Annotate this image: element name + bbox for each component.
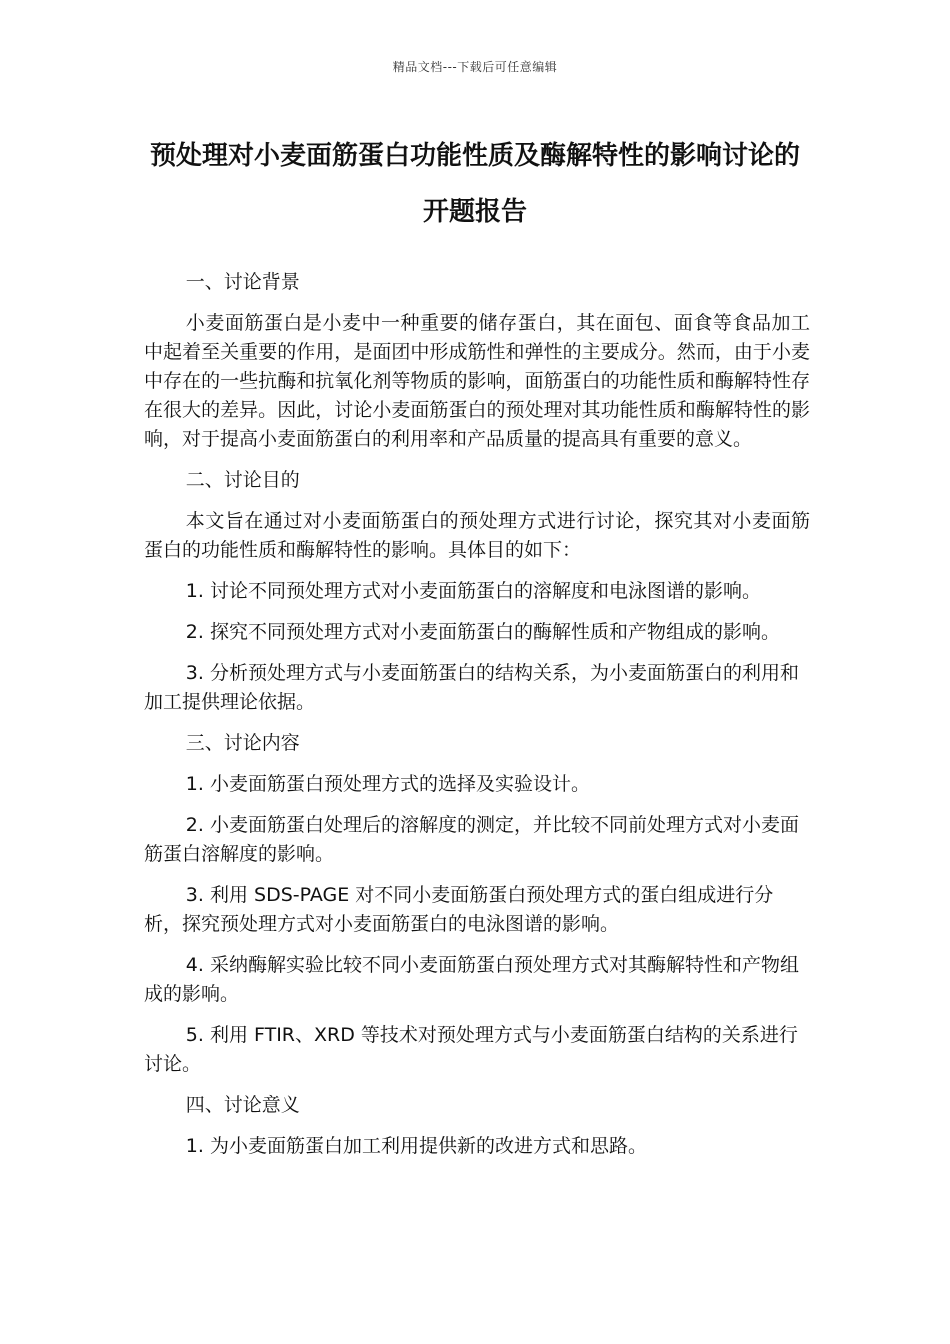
document-title: 预处理对小麦面筋蛋白功能性质及酶解特性的影响讨论的开题报告 [149,141,800,227]
section-heading-background: 一、讨论背景 [185,271,300,293]
purpose-item: 1. 讨论不同预处理方式对小麦面筋蛋白的溶解度和电泳图谱的影响。 [185,580,761,602]
content-item: 3. 利用 SDS-PAGE 对不同小麦面筋蛋白预处理方式的蛋白组成进行分析，探究预处理方式对小麦面筋蛋白的电泳图谱的影响。 [144,884,774,935]
document-body [144,268,810,1173]
section-heading-significance: 四、讨论意义 [185,1094,300,1116]
purpose-item: 2. 探究不同预处理方式对小麦面筋蛋白的酶解性质和产物组成的影响。 [185,621,780,643]
purpose-paragraph: 本文旨在通过对小麦面筋蛋白的预处理方式进行讨论，探究其对小麦面筋蛋白的功能性质和酶解特性的影响。具体目的如下： [144,510,810,561]
header-note: 精品文档---下载后可任意编辑 [392,60,558,74]
content-item: 2. 小麦面筋蛋白处理后的溶解度的测定，并比较不同前处理方式对小麦面筋蛋白溶解度的影响。 [144,814,799,865]
background-paragraph: 小麦面筋蛋白是小麦中一种重要的储存蛋白，其在面包、面食等食品加工中起着至关重要的作用，是面团中形成筋性和弹性的主要成分。然而，由于小麦中存在的一些抗酶和抗氧化剂等物质的影响，面筋蛋白的功能性质和酶解特性存在很大的差异。因此，讨论小麦面筋蛋白的预处理对其功能性质和酶解特性的影响，对于提高小麦面筋蛋白的利用率和产品质量的提高具有重要的意义。 [144,312,810,450]
significance-item: 1. 为小麦面筋蛋白加工利用提供新的改进方式和思路。 [185,1135,647,1157]
section-heading-content: 三、讨论内容 [185,732,300,754]
content-item: 4. 采纳酶解实验比较不同小麦面筋蛋白预处理方式对其酶解特性和产物组成的影响。 [144,954,799,1005]
content-item: 1. 小麦面筋蛋白预处理方式的选择及实验设计。 [185,773,590,795]
purpose-item: 3. 分析预处理方式与小麦面筋蛋白的结构关系，为小麦面筋蛋白的利用和加工提供理论依据。 [144,662,799,713]
content-item: 5. 利用 FTIR、XRD 等技术对预处理方式与小麦面筋蛋白结构的关系进行讨论。 [144,1024,798,1075]
section-heading-purpose: 二、讨论目的 [185,469,300,491]
